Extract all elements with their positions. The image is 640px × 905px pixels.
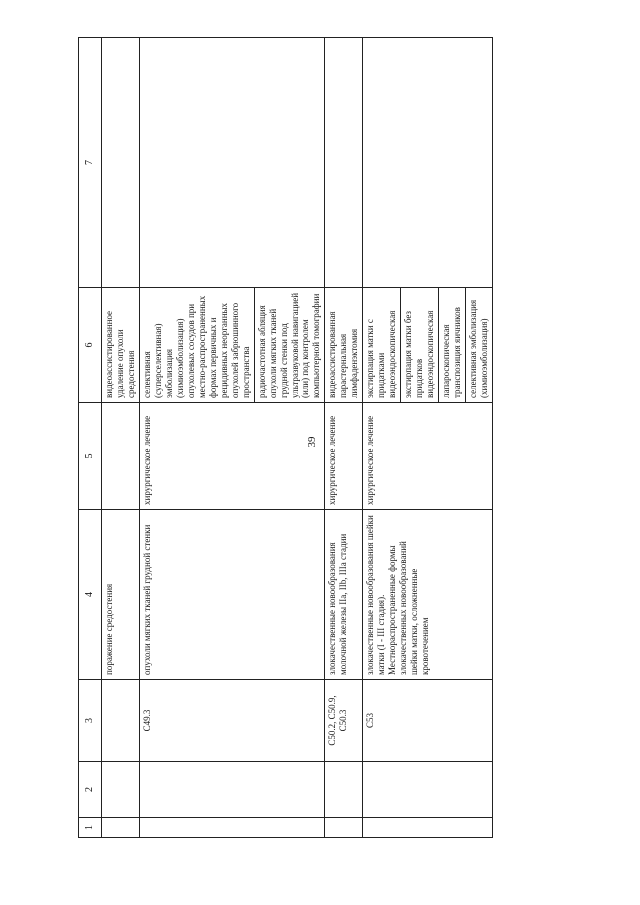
table-row [102,38,140,838]
diagnosis-cell: злокачественные новообразования молочной железы IIa, IIb, IIIa стадии [325,510,363,680]
treatment-type-cell: хирургическое лечение [363,403,493,510]
empty-cell [325,762,363,818]
treatment-table [78,37,493,838]
column-number: 6 [79,288,102,403]
method-cell: видеоассистированное удаление опухоли средостения [102,288,140,403]
empty-cell [102,818,140,838]
code-cell: C50.2, C50.9, C50.3 [325,680,363,762]
empty-cell [139,818,325,838]
code-cell: C53 [363,680,493,762]
code-cell [102,680,140,762]
empty-cell [363,818,493,838]
empty-cell [102,38,140,288]
rotated-table [78,38,618,838]
method-cell: экстирпация матки без придатков видеоэндоскопическая [401,288,439,403]
method-cell: видеоассистированная парастернальная лимфаденэктомия [325,288,363,403]
column-number: 4 [79,510,102,680]
empty-cell [139,762,325,818]
empty-cell [102,762,140,818]
treatment-type-cell: хирургическое лечение [139,403,325,510]
empty-cell [363,38,493,288]
column-number: 1 [79,818,102,838]
table-row [325,38,363,838]
method-cell: селективная эмболизация (химиоэмболизация) [466,288,493,403]
method-cell: экстирпация матки с придатками видеоэндоскопическая [363,288,401,403]
column-number: 5 [79,403,102,510]
table-frame [78,38,618,838]
method-cell: лапароскопическая транспозиция яичников [439,288,466,403]
empty-cell [363,762,493,818]
table-row [139,38,254,838]
treatment-type-cell [102,403,140,510]
column-number: 3 [79,680,102,762]
method-cell: радиочастотная абляция опухоли мягких тканей грудной стенки под ультразвуковой навигацией (или) под контролем компьютерной томографии [254,288,325,403]
column-number: 7 [79,38,102,288]
column-number: 2 [79,762,102,818]
column-number-row [79,38,102,838]
diagnosis-cell: злокачественные новообразования шейки матки (I - III стадия). Местнораспространенные формы злокачественных новообразований шейки матки, осложненные кровотечением [363,510,493,680]
empty-cell [139,38,325,288]
diagnosis-cell: опухоли мягких тканей грудной стенки [139,510,325,680]
treatment-type-cell: хирургическое лечение [325,403,363,510]
method-cell: селективная (суперселективная) эмболизация (химиоэмболизация) опухолевых сосудов при местно-распространенных формах первичных и рецидивных неорганных опухолей забрюшинного пространства [139,288,254,403]
code-cell: C49.3 [139,680,325,762]
empty-cell [325,38,363,288]
page-number: 39 [306,436,318,448]
table-row [363,38,401,838]
empty-cell [325,818,363,838]
diagnosis-cell: поражение средостения [102,510,140,680]
